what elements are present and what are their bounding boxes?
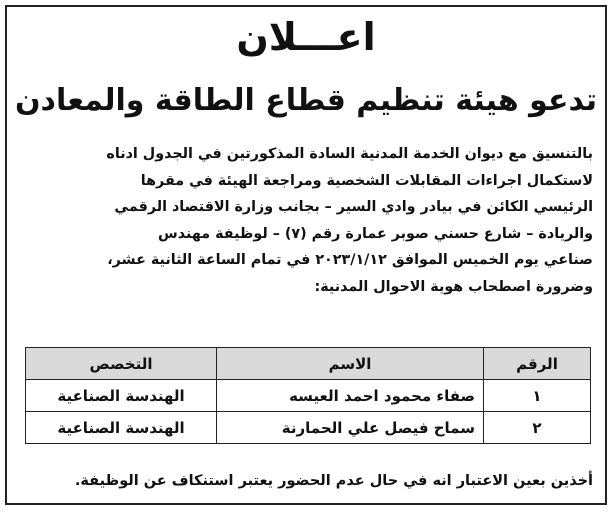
row-specialty: الهندسة الصناعية (26, 412, 217, 444)
header-number: الرقم (484, 348, 591, 380)
body-line: الرئيسي الكائن في بيادر وادي السير – بجانب وزارة الاقتصاد الرقمي (114, 199, 593, 215)
row-specialty: الهندسة الصناعية (26, 380, 217, 412)
body-line: صناعي يوم الخميس الموافق ٢٠٢٣/١/١٢ في تمام الساعة الثانية عشر، (107, 252, 593, 268)
table-row (26, 380, 591, 412)
body-line: وضرورة اصطحاب هوية الاحوال المدنية: (314, 278, 593, 295)
announcement-frame (5, 5, 607, 505)
announcement-footer: أخذين بعين الاعتبار انه في حال عدم الحضور يعتبر استنكاف عن الوظيفة. (74, 473, 593, 489)
candidates-table (25, 347, 591, 444)
announcement-subtitle: تدعو هيئة تنظيم قطاع الطاقة والمعادن (14, 83, 598, 118)
announcement-title: اعـــلان (236, 15, 376, 59)
header-name: الاسم (217, 348, 484, 380)
body-line: لاستكمال اجراءات المقابلات الشخصية ومراجعة الهيئة في مقرها (140, 172, 593, 189)
row-number: ٢ (484, 412, 591, 444)
table-row (26, 412, 591, 444)
table-header-row (26, 348, 591, 380)
body-line: بالتنسيق مع ديوان الخدمة المدنية السادة المذكورتين في الجدول ادناه (106, 146, 593, 162)
row-name: صفاء محمود احمد العيسه (217, 380, 484, 412)
row-name: سماح فيصل علي الحمارنة (217, 412, 484, 444)
body-line: والريادة – شارع حسني صوبر عمارة رقم (٧) – لوظيفة مهندس (158, 225, 593, 242)
row-number: ١ (484, 380, 591, 412)
announcement-body (19, 141, 593, 300)
header-specialty: التخصص (26, 348, 217, 380)
